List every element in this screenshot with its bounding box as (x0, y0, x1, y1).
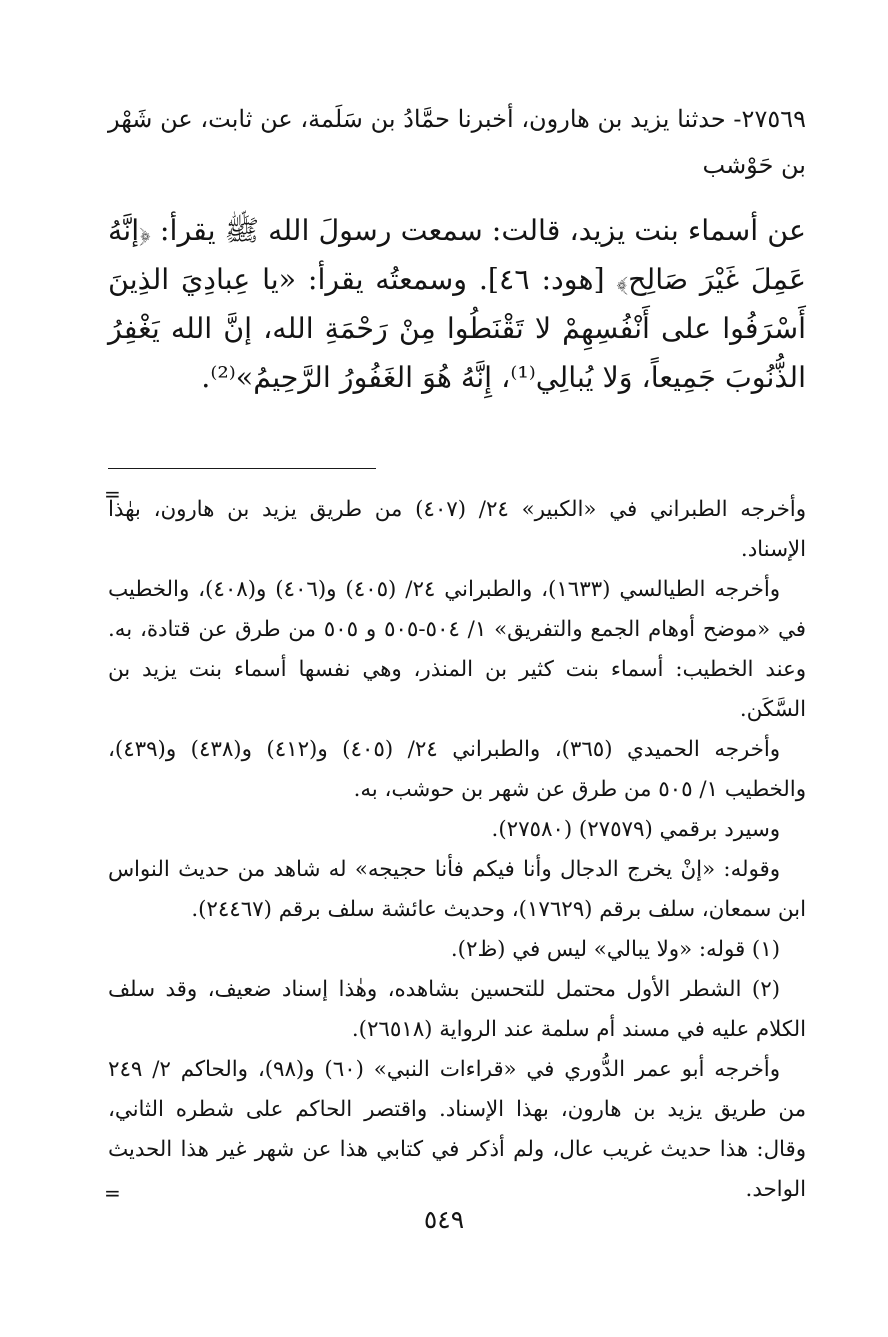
footnotes (108, 490, 806, 1210)
page-number: ٥٤٩ (423, 1205, 465, 1234)
note-paragraph: وأخرجه الطيالسي (١٦٣٣)، والطبراني ٢٤/ (٤٠٥) و(٤٠٦) و(٤٠٨)، والخطيب في «موضح أوهام الجمع والتفريق» ١/ ٥٠٤-٥٠٥ و ٥٠٥ من طرق عن قتادة، به. وعند الخطيب: أسماء بنت كثير بن المنذر، وهي نفسها أسماء بنت يزيد بن السَّكَن. (108, 577, 806, 722)
footnote-separator (108, 468, 376, 469)
note-continuation: وأخرجه الطبراني في «الكبير» ٢٤/ (٤٠٧) من طريق يزيد بن هارون، بهٰذا الإسناد. (108, 497, 806, 562)
footnote-2: (٢) الشطر الأول محتمل للتحسين بشاهده، وهٰذا إسناد ضعيف، وقد سلف الكلام عليه في مسند أم سلمة عند الرواية (٢٦٥١٨). (108, 977, 806, 1042)
continued-marker-top: = (104, 482, 121, 506)
continued-marker-bottom: = (104, 1181, 121, 1205)
hadith-matn-text: عن أسماء بنت يزيد، قالت: سمعت رسولَ الله ﷺ يقرأ: ﴿إنَّهُ عَمِلَ غَيْرَ صَالِح﴾ [هود: ٤٦]. وسمعتُه يقرأ: «يا عِبادِيَ الذِينَ أَسْرَفُوا على أَنْفُسِهِمْ لا تَقْنَطُوا مِنْ رَحْمَةِ الله، إنَّ الله يَغْفِرُ الذُّنُوبَ جَمِيعاً، وَلا يُبالِي⁽¹⁾، إِنَّهُ هُوَ الغَفُورُ الرَّحِيمُ»⁽²⁾. (108, 214, 806, 394)
page-body (108, 96, 806, 1276)
note-paragraph: وسيرد برقمي (٢٧٥٧٩) (٢٧٥٨٠). (491, 817, 780, 842)
hadith-matn (108, 206, 806, 402)
hadith-isnad: ٢٧٥٦٩- حدثنا يزيد بن هارون، أخبرنا حمَّادُ بن سَلَمة، عن ثابت، عن شَهْر بن حَوْشب (108, 105, 806, 179)
note-paragraph: وأخرجه أبو عمر الدُّوري في «قراءات النبي» (٦٠) و(٩٨)، والحاكم ٢/ ٢٤٩ من طريق يزيد بن هارون، بهذا الإسناد. واقتصر الحاكم على شطره الثاني، وقال: هذا حديث غريب عال، ولم أذكر في كتابي هذا عن شهر غير هذا الحديث الواحد. (108, 1057, 806, 1202)
footnote-1: (١) قوله: «ولا يبالي» ليس في (ظ٢). (450, 937, 780, 962)
note-paragraph: وأخرجه الحميدي (٣٦٥)، والطبراني ٢٤/ (٤٠٥) و(٤١٢) و(٤٣٨) و(٤٣٩)، والخطيب ١/ ٥٠٥ من طرق عن شهر بن حوشب، به. (108, 737, 806, 802)
note-paragraph: وقوله: «إنْ يخرج الدجال وأنا فيكم فأنا حجيجه» له شاهد من حديث النواس ابن سمعان، سلف برقم (١٧٦٢٩)، وحديث عائشة سلف برقم (٢٤٤٦٧). (108, 857, 806, 922)
